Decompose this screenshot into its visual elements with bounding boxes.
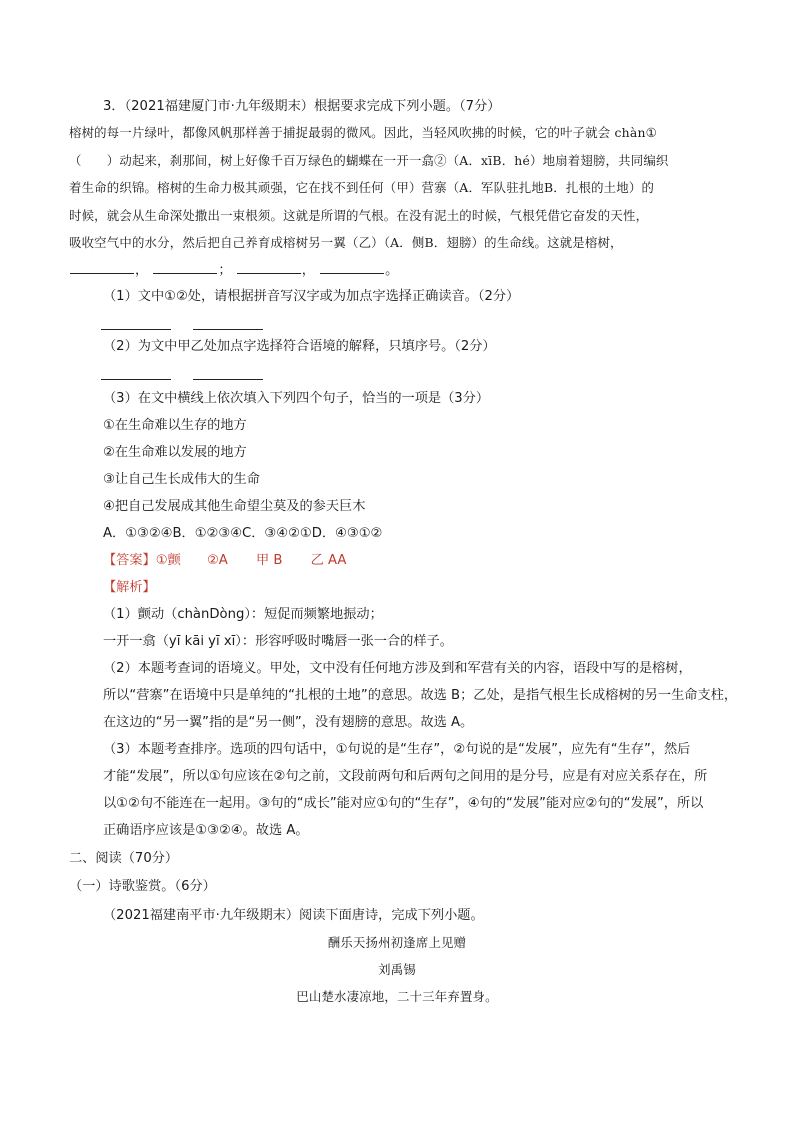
option-2: ②在生命难以发展的地方	[103, 445, 247, 460]
analysis-line-8: 以①②句不能连在一起用。③句的“成长”能对应①句的“生存”，④句的“发展”能对应②句的“发展”，所以	[103, 796, 704, 811]
passage-line-4: 时候，就会从生命深处撒出一束根须。这就是所谓的气根。在没有泥土的时候，气根凭借它奋发的天性，	[69, 208, 649, 223]
answer-blank-1a[interactable]	[101, 316, 171, 330]
analysis-line-4: 所以“营寨”在语境中只是单纯的“扎根的土地”的意思。故选 B；乙处，是指气根生长成榕树的另一生命支柱，	[103, 688, 738, 703]
section-2-intro: （2021福建南平市·九年级期末）阅读下面唐诗，完成下列小题。	[103, 908, 484, 923]
passage-line-5: 吸收空气中的水分，然后把自己养育成榕树另一翼（乙）（A．侧B．翅膀）的生命线。这就是榕树，	[69, 235, 623, 250]
answer-blanks-2	[100, 366, 264, 386]
answer-blank-1b[interactable]	[193, 316, 263, 330]
answer-label: 【答案】	[103, 553, 156, 568]
passage-line-3: 着生命的织锦。榕树的生命力极其顽强，它在找不到任何（甲）营寨（A．军队驻扎地B．扎根的土地）的	[69, 180, 655, 195]
poem-line-1: 巴山楚水凄凉地，二十三年弃置身。	[296, 989, 498, 1004]
answer-part-4: 乙 AA	[310, 553, 347, 568]
passage-line-2: （ ）动起来，刹那间，树上好像千百万绿色的蝴蝶在一开一翕②（A．xīB．hé）地扇着翅膀，共同编织	[69, 153, 669, 168]
answer-line	[103, 552, 346, 570]
section-2-subtitle: （一）诗歌鉴赏。（6分）	[69, 879, 216, 894]
sub-question-3: （3）在文中横线上依次填入下列四个句子，恰当的一项是（3分）	[103, 391, 490, 406]
poem-title: 酬乐天扬州初逢席上见赠	[327, 935, 467, 950]
analysis-line-6: （3）本题考查排序。选项的四句话中，①句说的是“生存”，②句说的是“发展”，应先有“生存”，然后	[103, 742, 691, 757]
passage-line-1: 榕树的每一片绿叶，都像风帆那样善于捕捉最弱的微风。因此，当轻风吹拂的时候，它的叶子就会 chàn①	[69, 125, 657, 140]
answer-blanks-1	[100, 316, 264, 336]
sub-question-1: （1）文中①②处，请根据拼音写汉字或为加点字选择正确读音。（2分）	[103, 289, 520, 304]
analysis-label: 【解析】	[103, 580, 156, 595]
blank-3[interactable]	[237, 260, 301, 274]
answer-part-1: ①颤	[155, 553, 181, 568]
blank-4[interactable]	[320, 260, 384, 274]
analysis-line-1: （1）颤动（chànDòng）：短促而频繁地振动；	[103, 607, 383, 622]
blank-1[interactable]	[70, 260, 134, 274]
answer-blank-2a[interactable]	[101, 366, 171, 380]
analysis-line-5: 在这边的“另一翼”指的是“另一侧”，没有翅膀的意思。故选 A。	[103, 715, 474, 730]
fill-blank-row: ， ； ， 。	[69, 260, 398, 280]
option-4: ④把自己发展成其他生命望尘莫及的参天巨木	[103, 499, 366, 514]
analysis-line-2: 一开一翕（yī kāi yī xī）：形容呼吸时嘴唇一张一合的样子。	[103, 634, 453, 649]
section-2-title: 二、阅读（70分）	[69, 851, 179, 866]
blank-2[interactable]	[153, 260, 217, 274]
answer-part-3: 甲 B	[256, 553, 283, 568]
analysis-line-9: 正确语序应该是①③②④。故选 A。	[103, 823, 309, 838]
answer-blank-2b[interactable]	[193, 366, 263, 380]
sub-question-2: （2）为文中甲乙处加点字选择符合语境的解释，只填序号。（2分）	[103, 339, 496, 354]
analysis-line-7: 才能“发展”，所以①句应该在②句之前，文段前两句和后两句之间用的是分号，应是有对应关系存在，所	[103, 769, 708, 784]
analysis-line-3: （2）本题考查词的语境义。甲处，文中没有任何地方涉及到和军营有关的内容，语段中写的是榕树，	[103, 661, 692, 676]
choices-line: A．①③②④B．①②③④C．③④②①D．④③①②	[103, 526, 383, 541]
poem-author: 刘禹锡	[378, 962, 416, 977]
option-3: ③让自己生长成伟大的生命	[103, 472, 260, 487]
question-3-header: 3．（2021福建厦门市·九年级期末）根据要求完成下列小题。（7分）	[103, 99, 501, 114]
answer-part-2: ②A	[206, 553, 228, 568]
option-1: ①在生命难以生存的地方	[103, 418, 247, 433]
